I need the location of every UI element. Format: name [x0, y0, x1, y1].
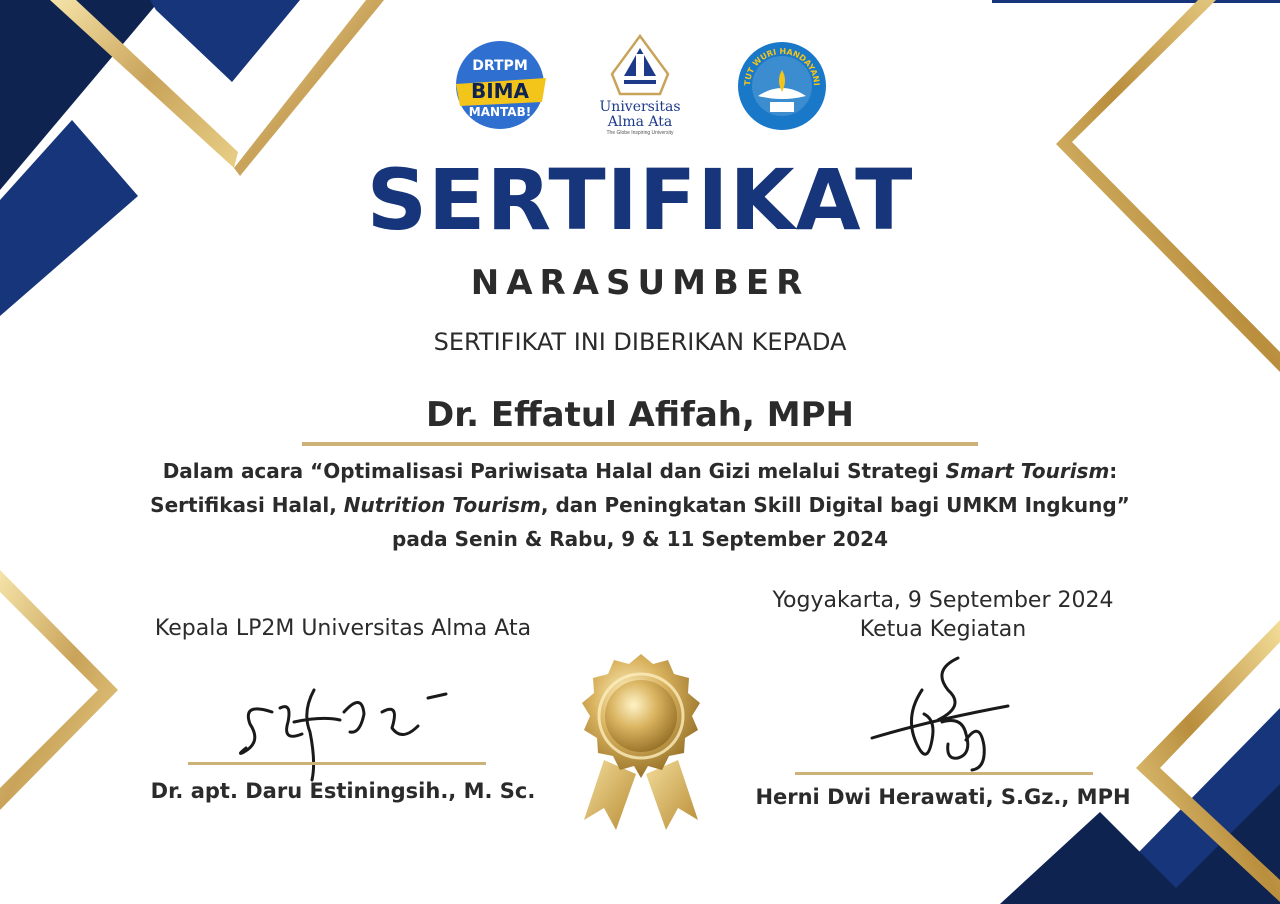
university-name [588, 100, 692, 137]
right-signature-line [795, 772, 1093, 775]
university-name-line2: Alma Ata [607, 114, 673, 130]
svg-text:DRTPM: DRTPM [472, 58, 528, 74]
svg-text:BIMA: BIMA [470, 79, 530, 103]
event-line-2: Sertifikasi Halal, Nutrition Tourism, dan Peningkatan Skill Digital bagi UMKM Ingkung” [150, 493, 1130, 517]
university-crest-icon [588, 34, 692, 98]
right-place-date: Yogyakarta, 9 September 2024 [772, 588, 1114, 613]
recipient-name: Dr. Effatul Afifah, MPH [426, 395, 854, 435]
left-signatory-name: Dr. apt. Daru Estiningsih., M. Sc. [150, 779, 536, 803]
left-signature-line [188, 762, 486, 765]
event-line-3: pada Senin & Rabu, 9 & 11 September 2024 [392, 527, 888, 551]
certificate-title: SERTIFIKAT [366, 151, 914, 249]
logo-row [450, 34, 830, 146]
bima-logo [450, 40, 550, 130]
given-to-text: SERTIFIKAT INI DIBERIKAN KEPADA [433, 328, 847, 356]
certificate-type: NARASUMBER [470, 263, 810, 303]
event-line-1: Dalam acara “Optimalisasi Pariwisata Halal dan Gizi melalui Strategi Smart Tourism: [162, 459, 1118, 483]
right-signatory-name: Herni Dwi Herawati, S.Gz., MPH [755, 785, 1131, 809]
event-description [90, 454, 1190, 556]
svg-text:MANTAB!: MANTAB! [468, 105, 532, 119]
university-logo [588, 34, 692, 144]
university-tagline: The Globe Inspiring University [606, 130, 674, 136]
tut-wuri-handayani-logo [736, 40, 828, 132]
corner-bottom-right [1000, 620, 1280, 904]
svg-text:TUT WURI HANDAYANI: TUT WURI HANDAYANI [742, 46, 822, 87]
left-signatory-role: Kepala LP2M Universitas Alma Ata [154, 616, 532, 641]
university-name-line1: Universitas [599, 99, 681, 115]
recipient-underline [302, 442, 978, 446]
corner-bottom-left [0, 570, 118, 810]
right-signature-image [862, 650, 1022, 780]
gold-seal-icon [566, 650, 716, 836]
left-signature-image [232, 672, 462, 782]
right-signatory-role: Ketua Kegiatan [859, 617, 1027, 642]
